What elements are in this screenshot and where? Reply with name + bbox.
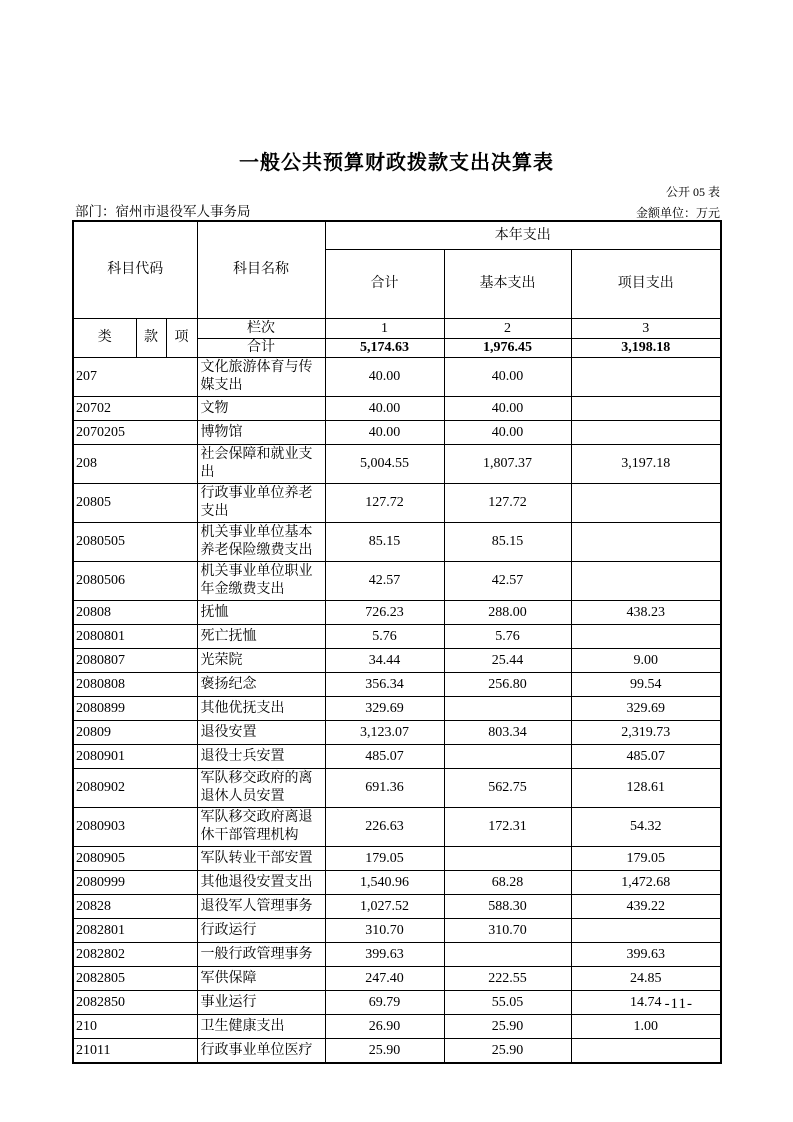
subject-name-cell: 退役安置 bbox=[197, 721, 325, 745]
project-expenditure-cell: 329.69 bbox=[571, 697, 721, 721]
table-row bbox=[73, 967, 721, 991]
table-row bbox=[73, 895, 721, 919]
basic-expenditure-cell: 172.31 bbox=[444, 808, 571, 847]
subject-code-cell: 2080505 bbox=[73, 523, 197, 562]
subject-name-cell: 抚恤 bbox=[197, 601, 325, 625]
department-label: 部门：宿州市退役军人事务局 bbox=[75, 204, 251, 219]
total-cell: 26.90 bbox=[325, 1015, 444, 1039]
total-cell: 226.63 bbox=[325, 808, 444, 847]
project-expenditure-cell: 99.54 bbox=[571, 673, 721, 697]
subject-name-cell: 军供保障 bbox=[197, 967, 325, 991]
total-cell: 691.36 bbox=[325, 769, 444, 808]
subject-name-cell: 行政运行 bbox=[197, 919, 325, 943]
basic-expenditure-cell: 40.00 bbox=[444, 397, 571, 421]
header-row-index bbox=[73, 319, 721, 339]
subject-name-cell: 退役士兵安置 bbox=[197, 745, 325, 769]
project-expenditure-cell: 1.00 bbox=[571, 1015, 721, 1039]
header-column-index-2: 2 bbox=[444, 319, 571, 339]
subject-name-cell: 行政事业单位医疗 bbox=[197, 1039, 325, 1064]
form-note: 公开 05 表 bbox=[665, 185, 720, 199]
total-cell: 85.15 bbox=[325, 523, 444, 562]
total-cell: 247.40 bbox=[325, 967, 444, 991]
total-cell: 42.57 bbox=[325, 562, 444, 601]
basic-expenditure-cell: 256.80 bbox=[444, 673, 571, 697]
table-row bbox=[73, 919, 721, 943]
basic-expenditure-cell: 85.15 bbox=[444, 523, 571, 562]
table-row bbox=[73, 484, 721, 523]
subject-name-cell: 军队转业干部安置 bbox=[197, 847, 325, 871]
total-cell: 485.07 bbox=[325, 745, 444, 769]
table-row bbox=[73, 1015, 721, 1039]
subject-name-cell: 卫生健康支出 bbox=[197, 1015, 325, 1039]
subject-name-cell: 文化旅游体育与传媒支出 bbox=[197, 358, 325, 397]
subject-code-cell: 20809 bbox=[73, 721, 197, 745]
total-cell: 179.05 bbox=[325, 847, 444, 871]
total-cell: 40.00 bbox=[325, 397, 444, 421]
subject-code-cell: 2082805 bbox=[73, 967, 197, 991]
total-cell: 69.79 bbox=[325, 991, 444, 1015]
budget-table bbox=[72, 220, 722, 1064]
grand-total-basic-value: 1,976.45 bbox=[444, 339, 571, 358]
table-row bbox=[73, 397, 721, 421]
subject-name-cell: 死亡抚恤 bbox=[197, 625, 325, 649]
header-section: 款 bbox=[136, 319, 166, 358]
project-expenditure-cell: 399.63 bbox=[571, 943, 721, 967]
subject-name-cell: 褒扬纪念 bbox=[197, 673, 325, 697]
table-row bbox=[73, 847, 721, 871]
total-cell: 40.00 bbox=[325, 421, 444, 445]
subject-code-cell: 21011 bbox=[73, 1039, 197, 1064]
table-row bbox=[73, 562, 721, 601]
subject-code-cell: 2082850 bbox=[73, 991, 197, 1015]
total-cell: 34.44 bbox=[325, 649, 444, 673]
basic-expenditure-cell: 5.76 bbox=[444, 625, 571, 649]
basic-expenditure-cell: 222.55 bbox=[444, 967, 571, 991]
page-title: 一般公共预算财政拨款支出决算表 bbox=[239, 152, 554, 174]
basic-expenditure-cell bbox=[444, 943, 571, 967]
basic-expenditure-cell: 40.00 bbox=[444, 358, 571, 397]
basic-expenditure-cell: 25.90 bbox=[444, 1015, 571, 1039]
subject-name-cell: 其他优抚支出 bbox=[197, 697, 325, 721]
grand-total-project-value: 3,198.18 bbox=[571, 339, 721, 358]
project-expenditure-cell bbox=[571, 397, 721, 421]
project-expenditure-cell: 438.23 bbox=[571, 601, 721, 625]
header-item: 项 bbox=[166, 319, 197, 358]
subject-code-cell: 2080903 bbox=[73, 808, 197, 847]
basic-expenditure-cell bbox=[444, 745, 571, 769]
total-cell: 3,123.07 bbox=[325, 721, 444, 745]
header-subject-code: 科目代码 bbox=[73, 221, 197, 319]
basic-expenditure-cell: 310.70 bbox=[444, 919, 571, 943]
project-expenditure-cell: 439.22 bbox=[571, 895, 721, 919]
subject-name-cell: 事业运行 bbox=[197, 991, 325, 1015]
subject-name-cell: 退役军人管理事务 bbox=[197, 895, 325, 919]
total-cell: 1,027.52 bbox=[325, 895, 444, 919]
header-column-index-label: 栏次 bbox=[197, 319, 325, 339]
subject-code-cell: 2082802 bbox=[73, 943, 197, 967]
basic-expenditure-cell: 803.34 bbox=[444, 721, 571, 745]
basic-expenditure-cell: 55.05 bbox=[444, 991, 571, 1015]
subject-code-cell: 210 bbox=[73, 1015, 197, 1039]
table-row bbox=[73, 943, 721, 967]
basic-expenditure-cell bbox=[444, 847, 571, 871]
total-cell: 25.90 bbox=[325, 1039, 444, 1064]
project-expenditure-cell bbox=[571, 562, 721, 601]
table-row bbox=[73, 601, 721, 625]
subject-code-cell: 20702 bbox=[73, 397, 197, 421]
subject-code-cell: 2080807 bbox=[73, 649, 197, 673]
total-cell: 399.63 bbox=[325, 943, 444, 967]
project-expenditure-cell: 179.05 bbox=[571, 847, 721, 871]
header-column-index-1: 1 bbox=[325, 319, 444, 339]
table-row bbox=[73, 649, 721, 673]
table-row bbox=[73, 697, 721, 721]
project-expenditure-cell: 54.32 bbox=[571, 808, 721, 847]
subject-code-cell: 208 bbox=[73, 445, 197, 484]
basic-expenditure-cell: 127.72 bbox=[444, 484, 571, 523]
header-current-year-expenditure: 本年支出 bbox=[325, 221, 721, 250]
project-expenditure-cell bbox=[571, 1039, 721, 1064]
header-basic-expenditure: 基本支出 bbox=[444, 250, 571, 319]
total-cell: 5,004.55 bbox=[325, 445, 444, 484]
table-row bbox=[73, 421, 721, 445]
subject-code-cell: 2080801 bbox=[73, 625, 197, 649]
basic-expenditure-cell: 588.30 bbox=[444, 895, 571, 919]
header-total: 合计 bbox=[325, 250, 444, 319]
grand-total-value: 5,174.63 bbox=[325, 339, 444, 358]
project-expenditure-cell: 24.85 bbox=[571, 967, 721, 991]
basic-expenditure-cell: 288.00 bbox=[444, 601, 571, 625]
subject-code-cell: 2080901 bbox=[73, 745, 197, 769]
subject-name-cell: 博物馆 bbox=[197, 421, 325, 445]
basic-expenditure-cell: 562.75 bbox=[444, 769, 571, 808]
table-row bbox=[73, 745, 721, 769]
project-expenditure-cell bbox=[571, 358, 721, 397]
subject-name-cell: 社会保障和就业支出 bbox=[197, 445, 325, 484]
project-expenditure-cell: 2,319.73 bbox=[571, 721, 721, 745]
total-cell: 310.70 bbox=[325, 919, 444, 943]
table-row bbox=[73, 1039, 721, 1064]
table-row bbox=[73, 808, 721, 847]
subject-name-cell: 机关事业单位基本养老保险缴费支出 bbox=[197, 523, 325, 562]
total-cell: 5.76 bbox=[325, 625, 444, 649]
unit-label: 金额单位：万元 bbox=[635, 206, 720, 220]
total-cell: 40.00 bbox=[325, 358, 444, 397]
subject-name-cell: 军队移交政府的离退休人员安置 bbox=[197, 769, 325, 808]
subject-code-cell: 2080808 bbox=[73, 673, 197, 697]
total-cell: 1,540.96 bbox=[325, 871, 444, 895]
subject-code-cell: 2080905 bbox=[73, 847, 197, 871]
basic-expenditure-cell bbox=[444, 697, 571, 721]
table-row bbox=[73, 673, 721, 697]
basic-expenditure-cell: 25.90 bbox=[444, 1039, 571, 1064]
total-cell: 356.34 bbox=[325, 673, 444, 697]
table-row bbox=[73, 523, 721, 562]
project-expenditure-cell bbox=[571, 919, 721, 943]
subject-name-cell: 行政事业单位养老支出 bbox=[197, 484, 325, 523]
subject-name-cell: 机关事业单位职业年金缴费支出 bbox=[197, 562, 325, 601]
project-expenditure-cell bbox=[571, 625, 721, 649]
basic-expenditure-cell: 25.44 bbox=[444, 649, 571, 673]
basic-expenditure-cell: 68.28 bbox=[444, 871, 571, 895]
basic-expenditure-cell: 40.00 bbox=[444, 421, 571, 445]
subject-code-cell: 2080999 bbox=[73, 871, 197, 895]
total-cell: 726.23 bbox=[325, 601, 444, 625]
table-row bbox=[73, 871, 721, 895]
grand-total-label: 合计 bbox=[197, 339, 325, 358]
subject-code-cell: 20805 bbox=[73, 484, 197, 523]
table-row bbox=[73, 769, 721, 808]
project-expenditure-cell bbox=[571, 421, 721, 445]
project-expenditure-cell: 3,197.18 bbox=[571, 445, 721, 484]
project-expenditure-cell: 9.00 bbox=[571, 649, 721, 673]
subject-name-cell: 光荣院 bbox=[197, 649, 325, 673]
project-expenditure-cell: 1,472.68 bbox=[571, 871, 721, 895]
project-expenditure-cell bbox=[571, 523, 721, 562]
project-expenditure-cell: 14.74 bbox=[571, 991, 721, 1015]
header-column-index-3: 3 bbox=[571, 319, 721, 339]
subject-code-cell: 20828 bbox=[73, 895, 197, 919]
subject-code-cell: 2080506 bbox=[73, 562, 197, 601]
subject-code-cell: 20808 bbox=[73, 601, 197, 625]
header-row-group bbox=[73, 221, 721, 250]
subject-code-cell: 2082801 bbox=[73, 919, 197, 943]
basic-expenditure-cell: 42.57 bbox=[444, 562, 571, 601]
project-expenditure-cell: 128.61 bbox=[571, 769, 721, 808]
subject-code-cell: 2070205 bbox=[73, 421, 197, 445]
table-body bbox=[73, 358, 721, 1064]
table-row bbox=[73, 445, 721, 484]
header-project-expenditure: 项目支出 bbox=[571, 250, 721, 319]
subject-code-cell: 207 bbox=[73, 358, 197, 397]
subject-name-cell: 文物 bbox=[197, 397, 325, 421]
table-row bbox=[73, 991, 721, 1015]
project-expenditure-cell: 485.07 bbox=[571, 745, 721, 769]
table-row bbox=[73, 721, 721, 745]
subject-code-cell: 2080902 bbox=[73, 769, 197, 808]
subject-name-cell: 军队移交政府离退休干部管理机构 bbox=[197, 808, 325, 847]
subject-code-cell: 2080899 bbox=[73, 697, 197, 721]
table-row bbox=[73, 358, 721, 397]
subject-name-cell: 其他退役安置支出 bbox=[197, 871, 325, 895]
total-cell: 127.72 bbox=[325, 484, 444, 523]
total-cell: 329.69 bbox=[325, 697, 444, 721]
table-row bbox=[73, 625, 721, 649]
subject-name-cell: 一般行政管理事务 bbox=[197, 943, 325, 967]
basic-expenditure-cell: 1,807.37 bbox=[444, 445, 571, 484]
page-number: -11- bbox=[664, 996, 693, 1012]
header-class: 类 bbox=[73, 319, 136, 358]
header-subject-name: 科目名称 bbox=[197, 221, 325, 319]
project-expenditure-cell bbox=[571, 484, 721, 523]
